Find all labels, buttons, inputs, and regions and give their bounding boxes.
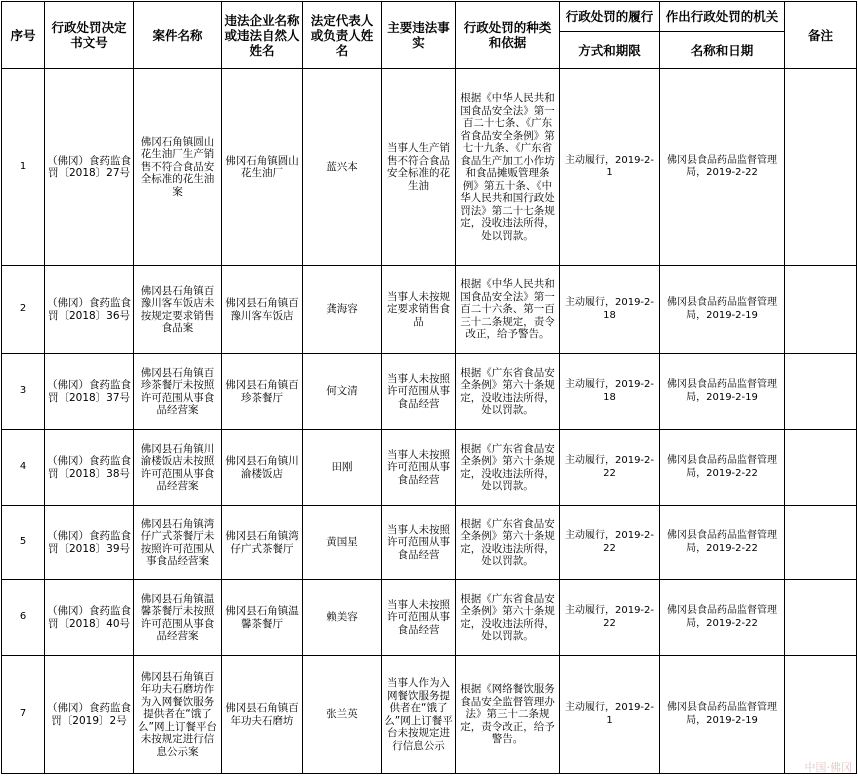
cell-party: 佛冈县石角镇温馨茶餐厅 — [222, 580, 303, 656]
cell-doc-no: （佛冈）食药监食罚〔2018〕39号 — [45, 506, 134, 580]
watermark: 中国·佛冈 — [804, 761, 852, 774]
cell-penalty: 根据《网络餐饮服务食品安全监督管理办法》第三十二条规定，责令改正，给予警告。 — [456, 656, 560, 774]
cell-index: 6 — [2, 580, 45, 656]
cell-exec: 主动履行，2019-2-18 — [560, 266, 660, 354]
header-exec-sub: 方式和期限 — [560, 32, 660, 69]
cell-remark — [785, 580, 857, 656]
cell-doc-no: （佛冈）食药监食罚〔2018〕40号 — [45, 580, 134, 656]
cell-rep: 赖美容 — [303, 580, 382, 656]
penalty-table — [1, 1, 857, 774]
cell-party: 佛冈石角镇圆山花生油厂 — [222, 69, 303, 266]
cell-org: 佛冈县食品药品监督管理局，2019-2-22 — [660, 69, 785, 266]
cell-facts: 当事人作为入网餐饮服务提供者在“饿了么”网上订餐平台未按规定进行信息公示 — [382, 656, 456, 774]
cell-penalty: 根据《中华人民共和国食品安全法》第一百二十七条、《广东省食品安全条例》第七十九条、《广东省食品生产加工小作坊和食品摊贩管理条例》第五十条、《中华人民共和国行政处罚法》第二十七条规定，没收违法所得，处以罚款。 — [456, 69, 560, 266]
cell-exec: 主动履行，2019-2-1 — [560, 69, 660, 266]
cell-case-name: 佛冈县石角镇百年功夫石磨坊作为入网餐饮服务提供者在“饿了么”网上订餐平台未按规定进行信息公示案 — [134, 656, 222, 774]
cell-doc-no: （佛冈）食药监食罚〔2018〕38号 — [45, 430, 134, 506]
cell-doc-no: （佛冈）食药监食罚〔2018〕27号 — [45, 69, 134, 266]
header-facts: 主要违法事实 — [382, 2, 456, 69]
cell-remark — [785, 430, 857, 506]
table-row — [2, 506, 857, 580]
cell-rep: 蓝兴本 — [303, 69, 382, 266]
header-party: 违法企业名称或违法自然人姓名 — [222, 2, 303, 69]
cell-case-name: 佛冈县石角镇百豫川客车饭店未按规定要求销售食品案 — [134, 266, 222, 354]
table-row — [2, 69, 857, 266]
cell-doc-no: （佛冈）食药监食罚〔2019〕2号 — [45, 656, 134, 774]
cell-party: 佛冈县石角镇百年功夫石磨坊 — [222, 656, 303, 774]
cell-exec: 主动履行，2019-2-22 — [560, 580, 660, 656]
header-index: 序号 — [2, 2, 45, 69]
cell-doc-no: （佛冈）食药监食罚〔2018〕36号 — [45, 266, 134, 354]
cell-case-name: 佛冈县石角镇温馨茶餐厅未按照许可范围从事食品经营案 — [134, 580, 222, 656]
cell-org: 佛冈县食品药品监督管理局，2019-2-22 — [660, 430, 785, 506]
cell-facts: 当事人未按规定要求销售食品 — [382, 266, 456, 354]
header-rep: 法定代表人或负责人姓名 — [303, 2, 382, 69]
cell-remark — [785, 656, 857, 774]
cell-index: 4 — [2, 430, 45, 506]
cell-exec: 主动履行，2019-2-22 — [560, 506, 660, 580]
header-penalty: 行政处罚的种类和依据 — [456, 2, 560, 69]
cell-penalty: 根据《广东省食品安全条例》第六十条规定，没收违法所得，处以罚款。 — [456, 430, 560, 506]
cell-facts: 当事人未按照许可范围从事食品经营 — [382, 354, 456, 430]
table-row — [2, 430, 857, 506]
cell-index: 3 — [2, 354, 45, 430]
header-org-sub: 名称和日期 — [660, 32, 785, 69]
cell-org: 佛冈县食品药品监督管理局，2019-2-22 — [660, 506, 785, 580]
cell-facts: 当事人生产销售不符合食品安全标准的花生油 — [382, 69, 456, 266]
cell-remark — [785, 506, 857, 580]
cell-index: 1 — [2, 69, 45, 266]
table-row — [2, 266, 857, 354]
cell-party: 佛冈县石角镇百珍茶餐厅 — [222, 354, 303, 430]
cell-index: 7 — [2, 656, 45, 774]
cell-facts: 当事人未按照许可范围从事食品经营 — [382, 506, 456, 580]
cell-index: 5 — [2, 506, 45, 580]
cell-exec: 主动履行，2019-2-1 — [560, 656, 660, 774]
cell-facts: 当事人未按照许可范围从事食品经营 — [382, 580, 456, 656]
cell-rep: 何文清 — [303, 354, 382, 430]
cell-rep: 张兰英 — [303, 656, 382, 774]
cell-remark — [785, 266, 857, 354]
cell-org: 佛冈县食品药品监督管理局，2019-2-19 — [660, 656, 785, 774]
cell-penalty: 根据《广东省食品安全条例》第六十条规定，没收违法所得，处以罚款。 — [456, 580, 560, 656]
table-row — [2, 354, 857, 430]
cell-exec: 主动履行，2019-2-18 — [560, 354, 660, 430]
cell-case-name: 佛冈县石角镇百珍茶餐厅未按照许可范围从事食品经营案 — [134, 354, 222, 430]
cell-index: 2 — [2, 266, 45, 354]
cell-party: 佛冈县石角镇川渝楼饭店 — [222, 430, 303, 506]
table-row — [2, 580, 857, 656]
cell-org: 佛冈县食品药品监督管理局，2019-2-22 — [660, 580, 785, 656]
cell-penalty: 根据《广东省食品安全条例》第六十条规定，没收违法所得，处以罚款。 — [456, 354, 560, 430]
cell-party: 佛冈县石角镇百豫川客车饭店 — [222, 266, 303, 354]
cell-rep: 田刚 — [303, 430, 382, 506]
cell-doc-no: （佛冈）食药监食罚〔2018〕37号 — [45, 354, 134, 430]
cell-case-name: 佛冈县石角镇川渝楼饭店未按照许可范围从事食品经营案 — [134, 430, 222, 506]
cell-rep: 龚海容 — [303, 266, 382, 354]
cell-exec: 主动履行，2019-2-22 — [560, 430, 660, 506]
cell-remark — [785, 69, 857, 266]
header-case-name: 案件名称 — [134, 2, 222, 69]
cell-org: 佛冈县食品药品监督管理局，2019-2-19 — [660, 266, 785, 354]
header-exec-group: 行政处罚的履行 — [560, 2, 660, 32]
cell-remark — [785, 354, 857, 430]
header-doc-no: 行政处罚决定书文号 — [45, 2, 134, 69]
cell-rep: 黄国星 — [303, 506, 382, 580]
cell-case-name: 佛冈县石角镇湾仔广式茶餐厅未按照许可范围从事食品经营案 — [134, 506, 222, 580]
cell-case-name: 佛冈石角镇圆山花生油厂生产销售不符合食品安全标准的花生油案 — [134, 69, 222, 266]
cell-org: 佛冈县食品药品监督管理局，2019-2-19 — [660, 354, 785, 430]
header-remark: 备注 — [785, 2, 857, 69]
cell-party: 佛冈县石角镇湾仔广式茶餐厅 — [222, 506, 303, 580]
cell-penalty: 根据《广东省食品安全条例》第六十条规定，没收违法所得，处以罚款。 — [456, 506, 560, 580]
header-org-group: 作出行政处罚的机关 — [660, 2, 785, 32]
cell-penalty: 根据《中华人民共和国食品安全法》第一百二十六条、第一百三十二条规定，责令改正，给予警告。 — [456, 266, 560, 354]
cell-facts: 当事人未按照许可范围从事食品经营 — [382, 430, 456, 506]
table-row — [2, 656, 857, 774]
